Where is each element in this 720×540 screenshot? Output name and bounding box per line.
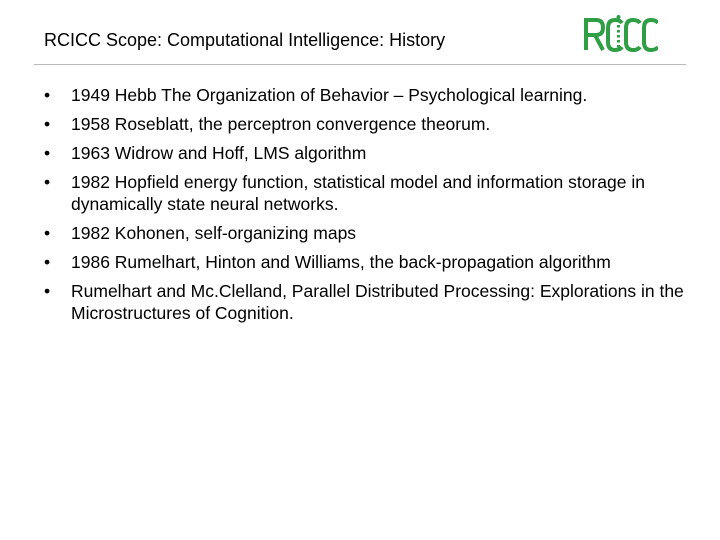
list-item xyxy=(44,84,684,106)
bullet-marker: • xyxy=(44,114,51,134)
list-item-text: 1963 Widrow and Hoff, LMS algorithm xyxy=(71,143,367,163)
list-item-text: Rumelhart and Mc.Clelland, Parallel Distributed Processing: Explorations in the Microstructures of Cognition. xyxy=(71,281,684,323)
bullet-marker: • xyxy=(44,281,51,301)
list-item-text: 1982 Hopfield energy function, statistical model and information storage in dynamically state neural networks. xyxy=(71,172,645,214)
list-item xyxy=(44,171,684,215)
title-divider xyxy=(34,64,686,65)
list-item xyxy=(44,113,684,135)
bullet-marker: • xyxy=(44,172,51,192)
list-item-text: 1982 Kohonen, self-organizing maps xyxy=(71,223,357,243)
list-item-text: 1986 Rumelhart, Hinton and Williams, the back-propagation algorithm xyxy=(71,252,611,272)
list-item xyxy=(44,251,684,273)
list-item-text: 1958 Roseblatt, the perceptron convergence theorum. xyxy=(71,114,491,134)
list-item xyxy=(44,222,684,244)
list-item-text: 1949 Hebb The Organization of Behavior – Psychological learning. xyxy=(71,85,588,105)
bullet-marker: • xyxy=(44,85,51,105)
bullet-list xyxy=(44,84,684,331)
list-item xyxy=(44,142,684,164)
rcicc-logo xyxy=(582,14,658,54)
bullet-marker: • xyxy=(44,143,51,163)
list-item xyxy=(44,280,684,324)
slide-title: RCICC Scope: Computational Intelligence: History xyxy=(44,30,446,50)
bullet-marker: • xyxy=(44,223,51,243)
bullet-marker: • xyxy=(44,252,51,272)
